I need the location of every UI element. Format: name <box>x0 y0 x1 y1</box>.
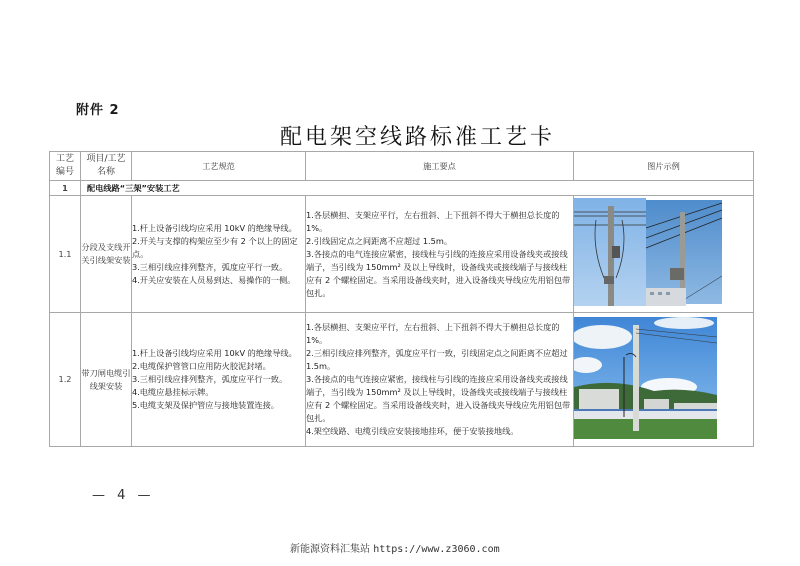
table-row <box>50 196 754 313</box>
point-item: 1.各层横担、支架应平行，左右扭斜、上下扭斜不得大于横担总长度的 1%。 <box>306 209 560 233</box>
table-header-row <box>50 152 754 181</box>
header-points: 施工要点 <box>306 152 574 181</box>
spec-item: 5.电缆支架及保护管应与接地装置连接。 <box>132 400 279 410</box>
row-code: 1.1 <box>50 196 81 313</box>
spec-item: 3.三相引线应排列整齐，弧度应平行一致。 <box>132 261 288 272</box>
row-image-cell <box>574 196 754 313</box>
row-points <box>306 313 574 447</box>
footer-site: 新能源资料汇集站 <box>290 544 370 555</box>
spec-item: 3.三相引线应排列整齐，弧度应平行一致。 <box>132 374 288 384</box>
footer-url[interactable]: https://www.z3060.com <box>373 544 500 555</box>
cable-pole-photo <box>574 317 717 439</box>
header-image: 图片示例 <box>574 152 754 181</box>
point-item: 2.引线固定点之间距离不应超过 1.5m。 <box>306 235 453 246</box>
row-code: 1.2 <box>50 313 81 447</box>
header-name: 项目/工艺名称 <box>81 152 132 181</box>
pole-switch-photo <box>574 198 724 306</box>
row-spec <box>132 196 306 313</box>
point-item: 3.各接点的电气连接应紧密，接线柱与引线的连接应采用设备线夹或接线端子，当引线为 150mm² 及以上导线时，设备线夹或接线端子与接线柱应有 2 个螺栓固定。当采用设备线夹时，进入设备线夹导线应先用铝包带包扎。 <box>306 248 571 298</box>
section-code: 1 <box>50 181 81 196</box>
table-row <box>50 313 754 447</box>
section-title: 配电线路“三架”安装工艺 <box>81 181 754 196</box>
row-spec <box>132 313 306 447</box>
row-image-cell <box>574 313 754 447</box>
header-code: 工艺编号 <box>50 152 81 181</box>
page-number: — 4 — <box>92 488 155 503</box>
point-item: 4.架空线路、电缆引线应安装接地挂环，便于安装接地线。 <box>306 426 519 436</box>
row-points <box>306 196 574 313</box>
point-item: 1.各层横担、支架应平行，左右扭斜、上下扭斜不得大于横担总长度的 1%。 <box>306 322 560 345</box>
point-item: 3.各接点的电气连接应紧密，接线柱与引线的连接应采用设备线夹或接线端子，当引线为 150mm² 及以上导线时，设备线夹或接线端子与接线柱应有 2 个螺栓固定。当采用设备线夹时，进入设备线夹导线应先用铝包带包扎。 <box>306 374 571 423</box>
point-item: 2.三相引线应排列整齐，弧度应平行一致，引线固定点之间距离不应超过 1.5m。 <box>306 348 568 371</box>
spec-item: 1.杆上设备引线均应采用 10kV 的绝缘导线。 <box>132 222 297 233</box>
attachment-label: 附件 2 <box>76 103 120 118</box>
spec-item: 4.电缆应悬挂标示牌。 <box>132 387 214 397</box>
row-name: 带刀闸电缆引线架安装 <box>81 313 132 447</box>
spec-item: 4.开关应安装在人员易到达、易操作的一侧。 <box>132 274 296 285</box>
section-row <box>50 181 754 196</box>
spec-item: 1.杆上设备引线均应采用 10kV 的绝缘导线。 <box>132 348 297 358</box>
page-title: 配电架空线路标准工艺卡 <box>280 125 556 150</box>
spec-item: 2.电缆保护管管口应用防火胶泥封堵。 <box>132 361 271 371</box>
process-card-table <box>49 151 754 447</box>
row-name: 分段及支线开关引线架安装 <box>81 196 132 313</box>
header-spec: 工艺规范 <box>132 152 306 181</box>
spec-item: 2.开关与支撑的构架应至少有 2 个以上的固定点。 <box>132 235 298 259</box>
footer-watermark <box>290 540 500 555</box>
